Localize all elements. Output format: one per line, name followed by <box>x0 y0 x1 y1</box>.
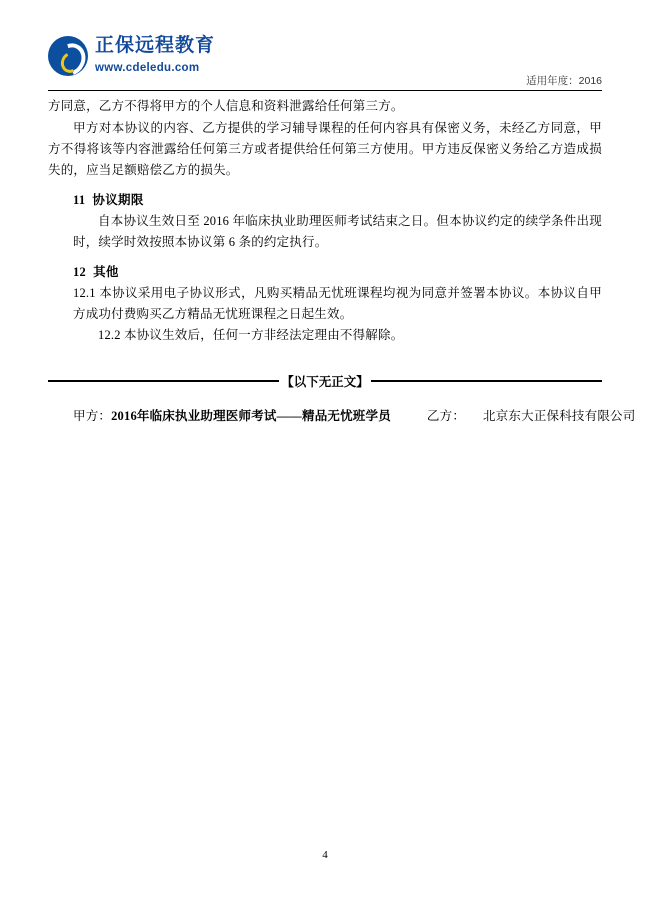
party-b-value: 北京东大正保科技有限公司 <box>483 409 636 423</box>
divider-line-left <box>48 380 279 382</box>
logo-icon <box>48 36 88 76</box>
header-divider <box>48 90 602 91</box>
no-text-below-divider <box>48 372 602 390</box>
party-a-value: 2016年临床执业助理医师考试——精品无忧班学员 <box>111 409 391 423</box>
clause-12-2: 12.2 本协议生效后，任何一方非经法定理由不得解除。 <box>98 328 404 342</box>
section-11-number: 11 <box>73 193 86 207</box>
section-11-text: 自本协议生效日至 2016 年临床执业助理医师考试结束之日。但本协议约定的续学条件出现时，续学时效按照本协议第 6 条的约定执行。 <box>73 214 602 249</box>
party-a-block <box>48 406 391 424</box>
brand-logo <box>48 34 215 76</box>
document-body <box>48 96 636 424</box>
clause-12-1: 12.1 本协议采用电子协议形式，凡购买精品无忧班课程均视为同意并签署本协议。本协议自甲方成功付费购买乙方精品无忧班课程之日起生效。 <box>73 286 602 321</box>
signature-row <box>48 406 636 424</box>
party-b-block <box>427 406 636 424</box>
applicable-year: 适用年度：2016 <box>526 75 602 87</box>
section-12-heading <box>48 262 602 280</box>
page-number: 4 <box>322 849 328 861</box>
confidentiality-paragraph: 甲方对本协议的内容、乙方提供的学习辅导课程的任何内容具有保密义务，未经乙方同意，甲方不得将该等内容泄露给任何第三方或者提供给任何第三方使用。甲方违反保密义务给乙方造成损失的，应当足额赔偿乙方的损失。 <box>48 121 602 177</box>
section-11-title: 协议期限 <box>92 193 144 207</box>
section-12-number: 12 <box>73 265 87 279</box>
page-header <box>48 34 602 90</box>
logo-text-block <box>95 34 215 76</box>
logo-name: 正保远程教育 <box>95 35 216 56</box>
divider-line-right <box>371 380 602 382</box>
section-11-heading <box>48 190 602 208</box>
party-b-label: 乙方： <box>426 409 466 423</box>
continued-paragraph: 方同意，乙方不得将甲方的个人信息和资料泄露给任何第三方。 <box>48 99 404 113</box>
party-a-label: 甲方： <box>73 409 112 423</box>
logo-url: www.cdeledu.com <box>95 62 200 74</box>
section-12-title: 其他 <box>93 265 119 279</box>
divider-label: 【以下无正文】 <box>281 375 369 389</box>
